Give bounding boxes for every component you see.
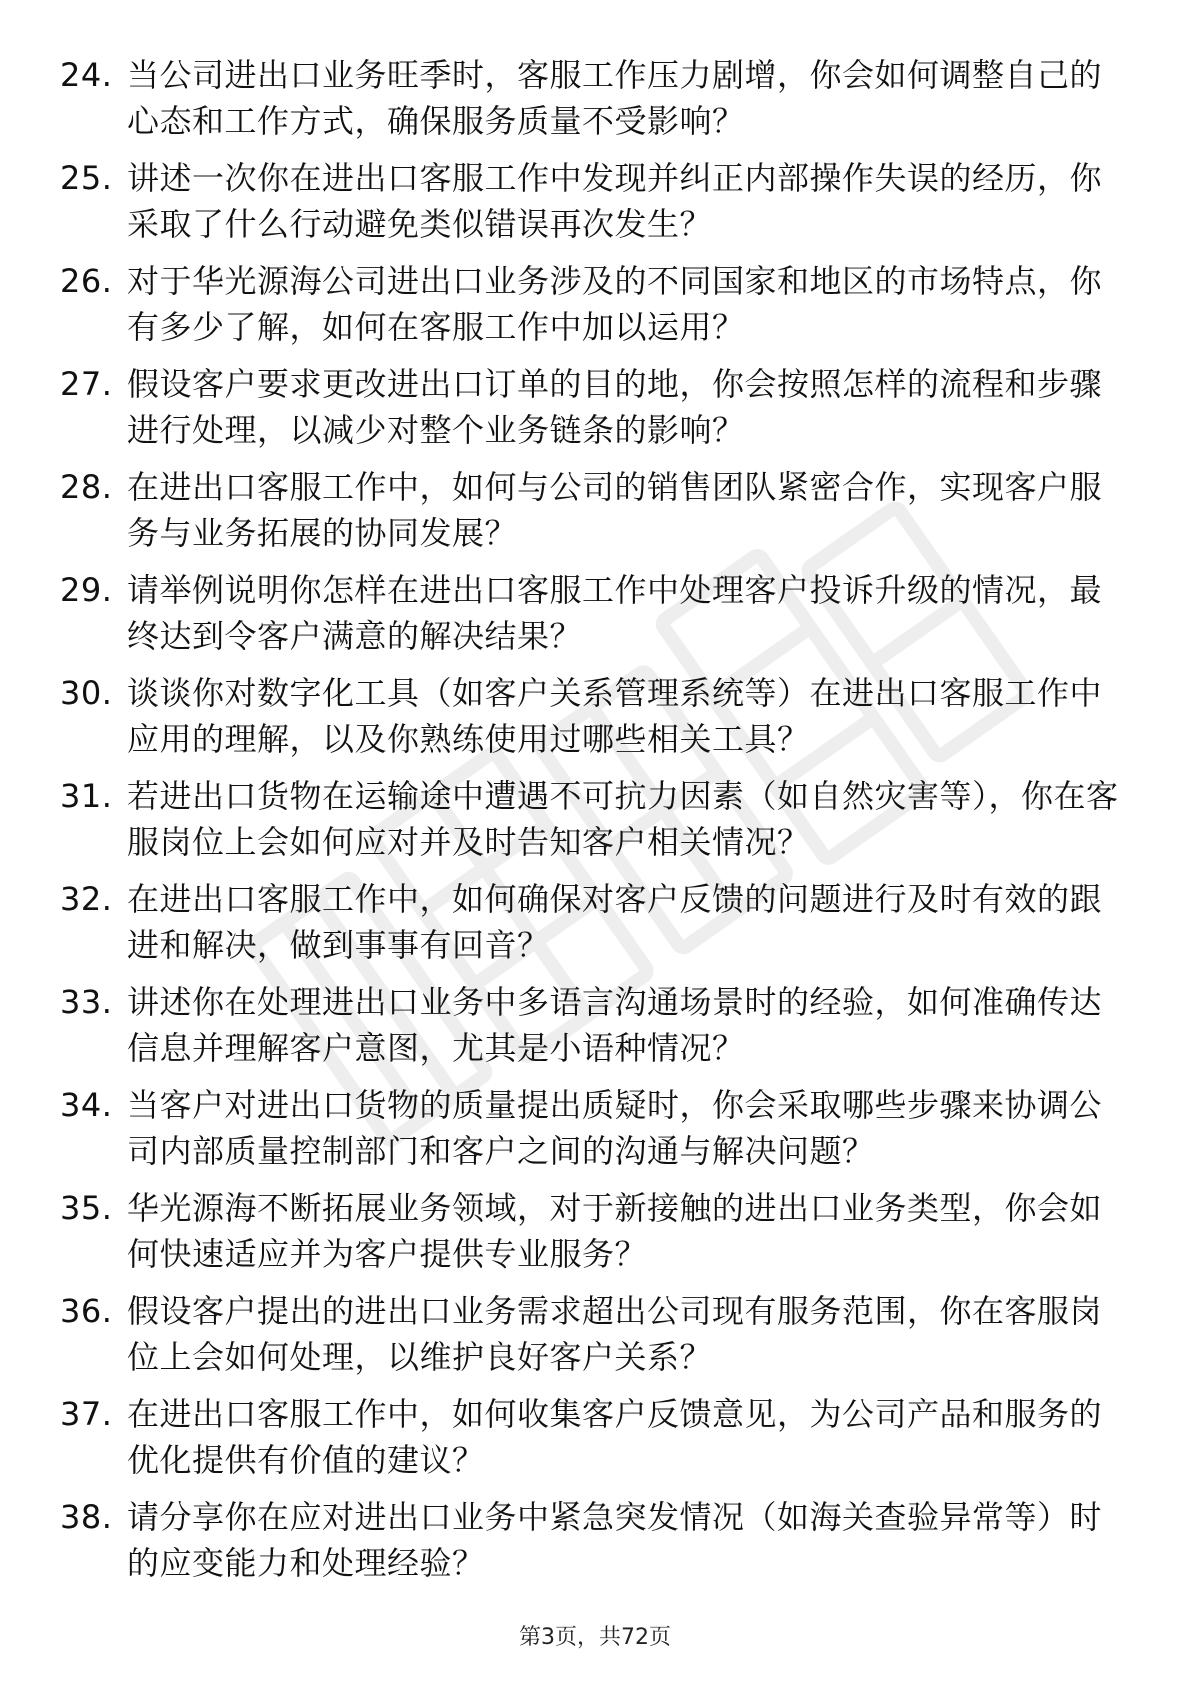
question-number: 34. <box>60 1086 113 1124</box>
question-item <box>60 464 1120 567</box>
question-text: 对于华光源海公司进出口业务涉及的不同国家和地区的市场特点，你有多少了解，如何在客服工作中加以运用？ <box>127 262 1103 346</box>
question-item <box>60 773 1120 876</box>
question-item <box>60 52 1120 155</box>
question-number: 32. <box>60 880 113 918</box>
question-item <box>60 979 1120 1082</box>
question-text: 假设客户提出的进出口业务需求超出公司现有服务范围，你在客服岗位上会如何处理，以维护良好客户关系？ <box>127 1292 1103 1376</box>
question-item <box>60 155 1120 258</box>
question-number: 25. <box>60 159 113 197</box>
question-number: 28. <box>60 468 113 506</box>
question-text: 华光源海不断拓展业务领域，对于新接触的进出口业务类型，你会如何快速适应并为客户提供专业服务？ <box>127 1189 1103 1273</box>
question-item <box>60 876 1120 979</box>
question-item <box>60 1391 1120 1494</box>
question-number: 29. <box>60 571 113 609</box>
question-number: 26. <box>60 262 113 300</box>
question-item <box>60 567 1120 670</box>
question-text: 在进出口客服工作中，如何确保对客户反馈的问题进行及时有效的跟进和解决，做到事事有回音？ <box>127 880 1103 964</box>
question-number: 36. <box>60 1292 113 1330</box>
question-text: 请举例说明你怎样在进出口客服工作中处理客户投诉升级的情况，最终达到令客户满意的解决结果？ <box>127 571 1103 655</box>
question-list <box>60 52 1120 1597</box>
question-text: 讲述一次你在进出口客服工作中发现并纠正内部操作失误的经历，你采取了什么行动避免类似错误再次发生？ <box>127 159 1103 243</box>
question-item <box>60 1494 1120 1597</box>
question-text: 当客户对进出口货物的质量提出质疑时，你会采取哪些步骤来协调公司内部质量控制部门和客户之间的沟通与解决问题？ <box>127 1086 1103 1170</box>
question-text: 当公司进出口业务旺季时，客服工作压力剧增，你会如何调整自己的心态和工作方式，确保服务质量不受影响？ <box>127 56 1103 140</box>
question-item <box>60 1288 1120 1391</box>
question-number: 30. <box>60 674 113 712</box>
question-item <box>60 670 1120 773</box>
question-text: 若进出口货物在运输途中遭遇不可抗力因素（如自然灾害等），你在客服岗位上会如何应对并及时告知客户相关情况？ <box>127 777 1119 861</box>
question-item <box>60 258 1120 361</box>
question-item <box>60 361 1120 464</box>
question-number: 33. <box>60 983 113 1021</box>
question-text: 在进出口客服工作中，如何收集客户反馈意见，为公司产品和服务的优化提供有价值的建议？ <box>127 1395 1103 1479</box>
question-number: 37. <box>60 1395 113 1433</box>
page-footer: 第3页，共72页 <box>519 1625 671 1650</box>
question-number: 35. <box>60 1189 113 1227</box>
question-number: 31. <box>60 777 113 815</box>
question-item <box>60 1082 1120 1185</box>
question-item <box>60 1185 1120 1288</box>
question-number: 38. <box>60 1498 113 1536</box>
question-text: 假设客户要求更改进出口订单的目的地，你会按照怎样的流程和步骤进行处理，以减少对整个业务链条的影响？ <box>127 365 1103 449</box>
question-text: 讲述你在处理进出口业务中多语言沟通场景时的经验，如何准确传达信息并理解客户意图，尤其是小语种情况？ <box>127 983 1103 1067</box>
question-number: 24. <box>60 56 113 94</box>
question-text: 请分享你在应对进出口业务中紧急突发情况（如海关查验异常等）时的应变能力和处理经验？ <box>127 1498 1103 1582</box>
question-text: 谈谈你对数字化工具（如客户关系管理系统等）在进出口客服工作中应用的理解，以及你熟练使用过哪些相关工具？ <box>127 674 1103 758</box>
question-number: 27. <box>60 365 113 403</box>
question-text: 在进出口客服工作中，如何与公司的销售团队紧密合作，实现客户服务与业务拓展的协同发展？ <box>127 468 1103 552</box>
